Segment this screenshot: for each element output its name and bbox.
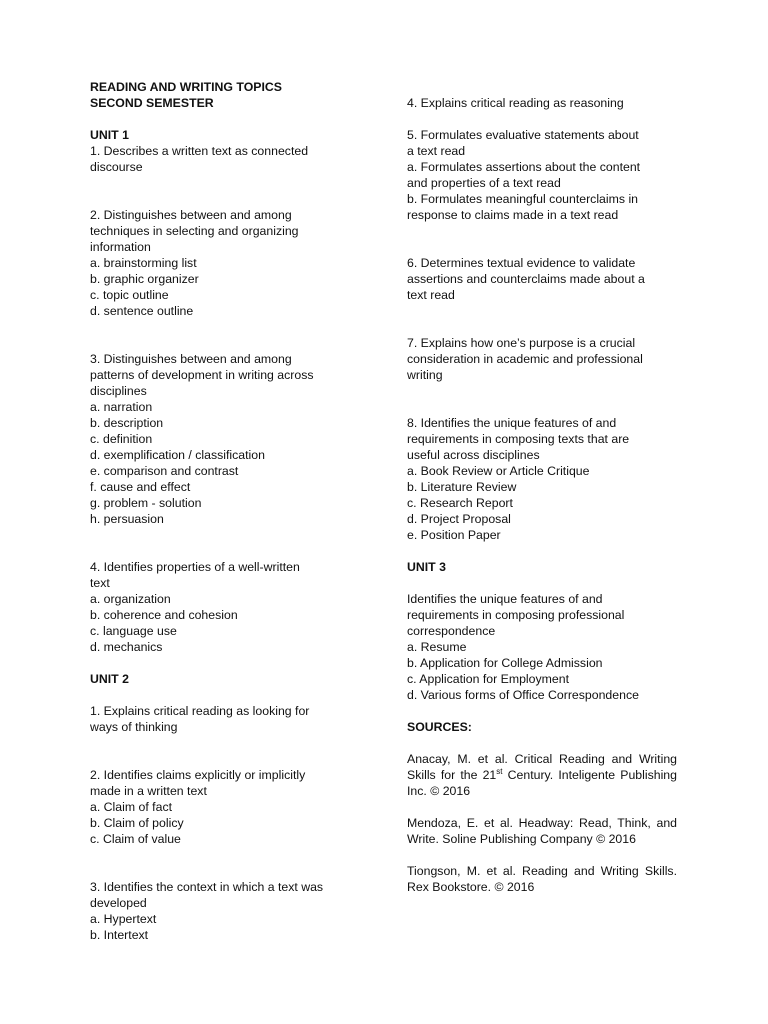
unit3-topic-1	[407, 591, 677, 703]
topic-line: assertions and counterclaims made about a	[407, 272, 645, 286]
topic-subitem: e. Position Paper	[407, 528, 501, 542]
unit2-heading: UNIT 2	[90, 672, 129, 686]
topic-subitem: b. Application for College Admission	[407, 656, 603, 670]
topic-subitem: a. Claim of fact	[90, 800, 173, 814]
topic-line: 8. Identifies the unique features of and	[407, 416, 617, 430]
unit2-topic-3	[90, 879, 340, 943]
topic-subitem: b. Formulates meaningful counterclaims in	[407, 192, 639, 206]
unit1-topic-4	[90, 559, 340, 655]
topic-line: a text read	[407, 144, 466, 158]
topic-subitem: a. brainstorming list	[90, 256, 197, 270]
topic-subitem: a. narration	[90, 400, 153, 414]
unit2-topic-8	[407, 415, 677, 543]
unit2-topic-6	[407, 255, 677, 303]
topic-subitem: a. organization	[90, 592, 171, 606]
topic-subitem: a. Formulates assertions about the content	[407, 160, 641, 174]
topic-subitem: b. coherence and cohesion	[90, 608, 238, 622]
source-superscript: st	[496, 766, 503, 776]
topic-line: 1. Describes a written text as connected	[90, 144, 309, 158]
document-title: READING AND WRITING TOPICS	[90, 80, 282, 94]
topic-line: 2. Distinguishes between and among	[90, 208, 292, 222]
topic-line: correspondence	[407, 624, 496, 638]
unit1-topic-3	[90, 351, 340, 527]
topic-line: made in a written text	[90, 784, 207, 798]
topic-line: useful across disciplines	[407, 448, 540, 462]
topic-line: patterns of development in writing across	[90, 368, 314, 382]
topic-subitem: c. definition	[90, 432, 153, 446]
topic-line: developed	[90, 896, 147, 910]
topic-subitem: a. Hypertext	[90, 912, 157, 926]
source-entry-1	[407, 751, 677, 799]
topic-subitem: c. topic outline	[90, 288, 169, 302]
topic-subitem: c. Research Report	[407, 496, 513, 510]
source-entry-2: Mendoza, E. et al. Headway: Read, Think, and Write. Soline Publishing Company © 2016	[407, 816, 677, 846]
unit2-topic-4	[407, 95, 677, 111]
source-entry-3: Tiongson, M. et al. Reading and Writing Skills. Rex Bookstore. © 2016	[407, 864, 677, 894]
topic-subitem: b. Intertext	[90, 928, 149, 942]
topic-subitem: e. comparison and contrast	[90, 464, 239, 478]
unit2-topic-5	[407, 127, 677, 223]
topic-subitem: and properties of a text read	[407, 176, 561, 190]
topic-line: 7. Explains how one’s purpose is a crucial	[407, 336, 636, 350]
topic-line: 4. Identifies properties of a well-written	[90, 560, 300, 574]
topic-subitem: d. mechanics	[90, 640, 163, 654]
unit1-heading: UNIT 1	[90, 128, 129, 142]
topic-subitem: b. Claim of policy	[90, 816, 184, 830]
topic-subitem: a. Book Review or Article Critique	[407, 464, 590, 478]
topic-subitem: b. Literature Review	[407, 480, 517, 494]
unit2-topic-2	[90, 767, 340, 847]
topic-line: requirements in composing texts that are	[407, 432, 630, 446]
topic-subitem: response to claims made in a text read	[407, 208, 619, 222]
topic-line: text read	[407, 288, 455, 302]
topic-line: techniques in selecting and organizing	[90, 224, 299, 238]
right-column	[407, 79, 677, 895]
unit2-topic-1	[90, 703, 340, 735]
topic-line: requirements in composing professional	[407, 608, 625, 622]
topic-subitem: b. graphic organizer	[90, 272, 199, 286]
topic-subitem: c. language use	[90, 624, 177, 638]
topic-subitem: c. Application for Employment	[407, 672, 569, 686]
topic-subitem: f. cause and effect	[90, 480, 191, 494]
unit1-topic-2	[90, 207, 340, 319]
topic-line: discourse	[90, 160, 143, 174]
topic-subitem: h. persuasion	[90, 512, 164, 526]
topic-line: 6. Determines textual evidence to validate	[407, 256, 636, 270]
topic-line: 3. Identifies the context in which a text was	[90, 880, 324, 894]
unit2-topic-7	[407, 335, 677, 383]
topic-subitem: c. Claim of value	[90, 832, 181, 846]
topic-line: 1. Explains critical reading as looking for	[90, 704, 310, 718]
left-column	[90, 79, 340, 943]
topic-line: 4. Explains critical reading as reasoning	[407, 96, 624, 110]
document-subtitle: SECOND SEMESTER	[90, 96, 214, 110]
topic-subitem: g. problem - solution	[90, 496, 202, 510]
topic-line: information	[90, 240, 151, 254]
topic-line: consideration in academic and professional	[407, 352, 643, 366]
topic-subitem: d. Various forms of Office Correspondence	[407, 688, 639, 702]
topic-subitem: d. Project Proposal	[407, 512, 511, 526]
source-text: Century. Inteligente Publishing Inc. © 2016	[407, 768, 677, 798]
topic-subitem: a. Resume	[407, 640, 467, 654]
unit3-heading: UNIT 3	[407, 560, 446, 574]
topic-line: Identifies the unique features of and	[407, 592, 603, 606]
topic-subitem: d. exemplification / classification	[90, 448, 265, 462]
source-text: Anacay, M. et al. Critical Reading and Writing Skills for the 21	[407, 752, 677, 782]
topic-line: disciplines	[90, 384, 147, 398]
topic-line: writing	[407, 368, 443, 382]
topic-line: ways of thinking	[90, 720, 178, 734]
unit1-topic-1	[90, 143, 340, 175]
topic-line: 5. Formulates evaluative statements about	[407, 128, 639, 142]
topic-line: 3. Distinguishes between and among	[90, 352, 292, 366]
topic-line: 2. Identifies claims explicitly or implicitly	[90, 768, 306, 782]
sources-heading: SOURCES:	[407, 720, 472, 734]
topic-line: text	[90, 576, 110, 590]
topic-subitem: b. description	[90, 416, 164, 430]
topic-subitem: d. sentence outline	[90, 304, 194, 318]
